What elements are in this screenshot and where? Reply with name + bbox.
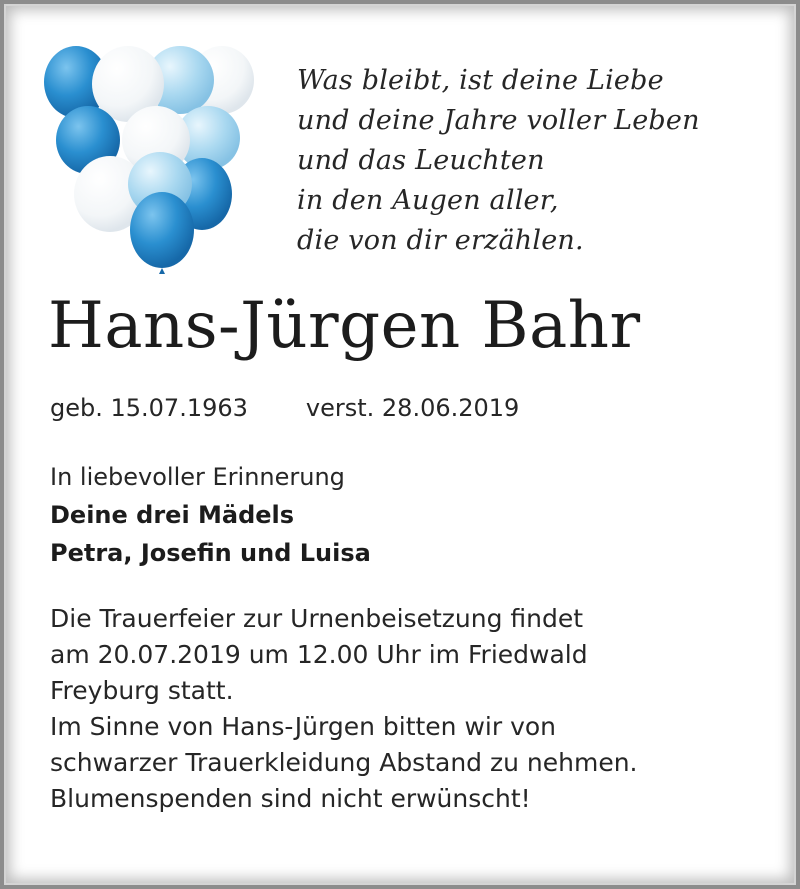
poem-line: und das Leuchten	[297, 145, 545, 176]
poem-line: Was bleibt, ist deine Liebe	[297, 65, 664, 96]
mourners-block	[50, 458, 371, 572]
poem-line: und deine Jahre voller Leben	[297, 105, 700, 136]
funeral-notice	[50, 601, 638, 817]
life-dates	[50, 391, 519, 425]
notice-line: schwarzer Trauerkleidung Abstand zu nehmen.	[50, 748, 638, 777]
notice-line: am 20.07.2019 um 12.00 Uhr im Friedwald	[50, 640, 588, 669]
birth-date: geb. 15.07.1963	[50, 394, 248, 422]
notice-line: Blumenspenden sind nicht erwünscht!	[50, 784, 531, 813]
poem-line: in den Augen aller,	[297, 185, 559, 216]
poem	[297, 61, 700, 261]
poem-line: die von dir erzählen.	[297, 225, 584, 256]
deceased-name: Hans-Jürgen Bahr	[48, 289, 641, 363]
notice-line: Die Trauerfeier zur Urnenbeisetzung findet	[50, 604, 584, 633]
balloon	[130, 192, 194, 268]
memory-intro: In liebevoller Erinnerung	[50, 463, 345, 491]
balloons-image	[40, 44, 264, 276]
death-date: verst. 28.06.2019	[305, 394, 520, 422]
notice-line: Freyburg statt.	[50, 676, 234, 705]
mourners-group: Deine drei Mädels	[50, 501, 295, 529]
notice-line: Im Sinne von Hans-Jürgen bitten wir von	[50, 712, 557, 741]
mourners-names: Petra, Josefin und Luisa	[50, 539, 371, 567]
